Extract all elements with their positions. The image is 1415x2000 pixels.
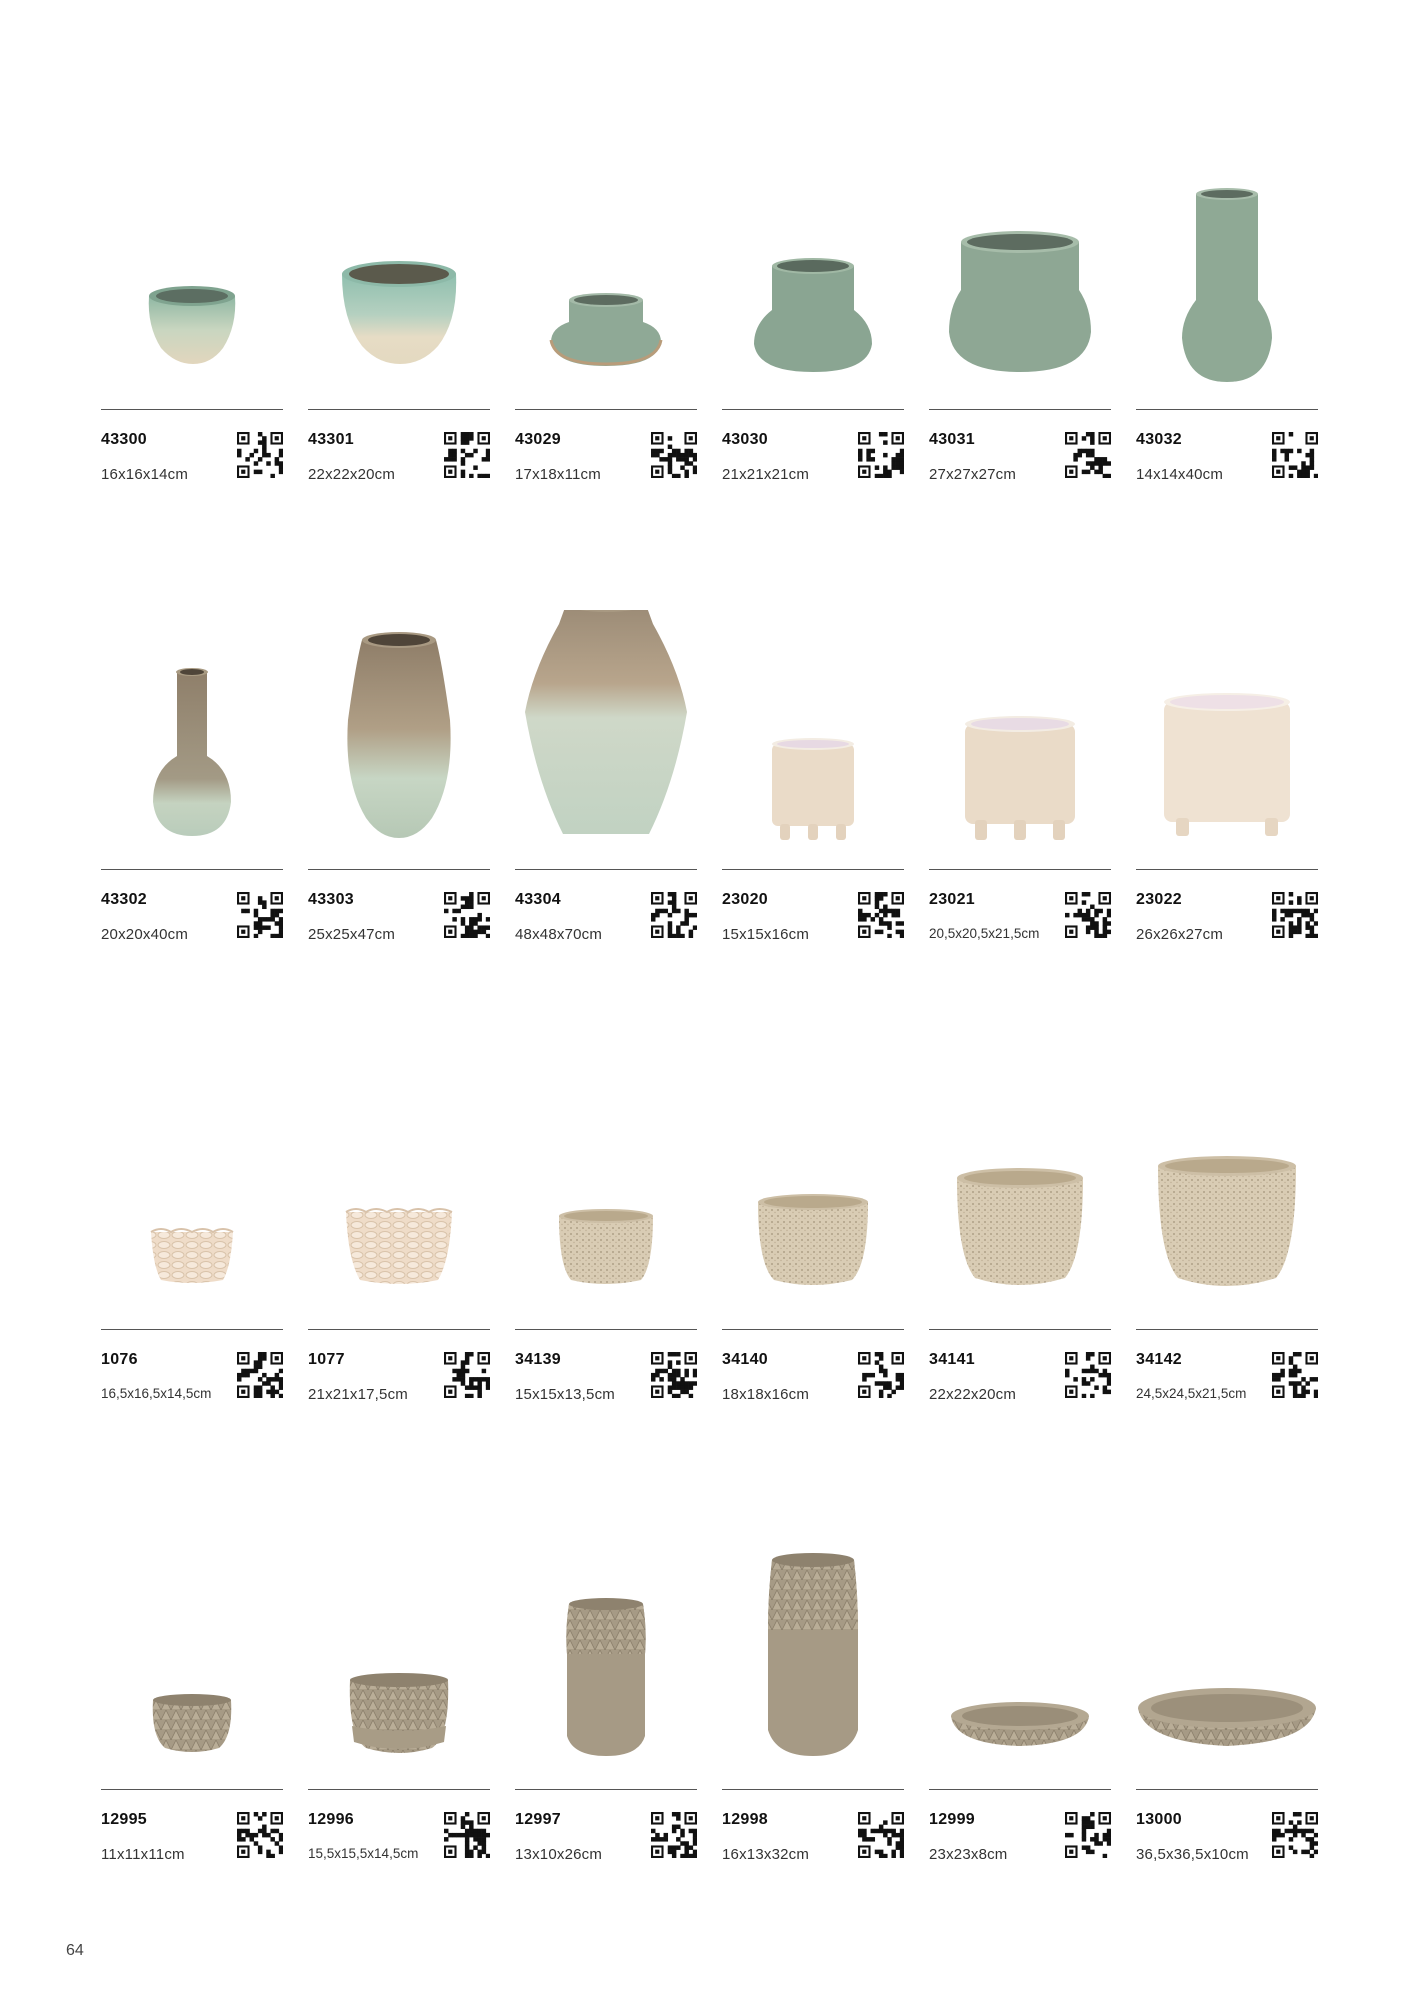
qr-code-icon[interactable] — [444, 1352, 490, 1398]
product-card[interactable] — [101, 1530, 283, 1950]
product-dimensions: 26x26x27cm — [1136, 926, 1224, 943]
product-card[interactable] — [722, 1530, 904, 1950]
product-card[interactable] — [1136, 1070, 1318, 1490]
qr-code-icon[interactable] — [237, 432, 283, 478]
product-dimensions: 22x22x20cm — [308, 466, 396, 483]
product-image[interactable] — [101, 1530, 283, 1766]
product-image[interactable] — [929, 150, 1111, 386]
divider — [722, 869, 904, 870]
divider — [101, 869, 283, 870]
qr-code-icon[interactable] — [1065, 1352, 1111, 1398]
product-code: 13000 — [1136, 1811, 1182, 1828]
product-image[interactable] — [722, 1070, 904, 1306]
product-card[interactable] — [515, 1070, 697, 1490]
product-image[interactable] — [101, 150, 283, 386]
divider — [101, 409, 283, 410]
product-code: 43031 — [929, 431, 975, 448]
divider — [515, 1789, 697, 1790]
divider — [722, 409, 904, 410]
product-code: 23021 — [929, 891, 975, 908]
product-row-4 — [101, 1530, 1315, 1990]
product-image[interactable] — [1136, 1530, 1318, 1766]
product-code: 1076 — [101, 1351, 138, 1368]
product-code: 34140 — [722, 1351, 768, 1368]
divider — [1136, 869, 1318, 870]
divider — [1136, 1329, 1318, 1330]
divider — [929, 1329, 1111, 1330]
product-code: 12995 — [101, 1811, 147, 1828]
product-row-3 — [101, 1070, 1315, 1530]
product-dimensions: 21x21x21cm — [722, 466, 810, 483]
qr-code-icon[interactable] — [858, 892, 904, 938]
product-code: 12999 — [929, 1811, 975, 1828]
product-dimensions: 15x15x16cm — [722, 926, 810, 943]
product-image[interactable] — [515, 150, 697, 386]
product-dimensions: 25x25x47cm — [308, 926, 396, 943]
product-card[interactable] — [101, 150, 283, 570]
product-code: 34139 — [515, 1351, 561, 1368]
qr-code-icon[interactable] — [1065, 1812, 1111, 1858]
product-dimensions: 21x21x17,5cm — [308, 1386, 408, 1403]
product-code: 12998 — [722, 1811, 768, 1828]
product-dimensions: 36,5x36,5x10cm — [1136, 1846, 1249, 1863]
divider — [929, 869, 1111, 870]
qr-code-icon[interactable] — [1272, 1812, 1318, 1858]
product-row-2 — [101, 610, 1315, 1070]
divider — [308, 409, 490, 410]
divider — [722, 1329, 904, 1330]
product-code: 34141 — [929, 1351, 975, 1368]
product-code: 12996 — [308, 1811, 354, 1828]
qr-code-icon[interactable] — [1272, 1352, 1318, 1398]
divider — [308, 1329, 490, 1330]
divider — [308, 1789, 490, 1790]
divider — [515, 1329, 697, 1330]
product-code: 43302 — [101, 891, 147, 908]
product-image[interactable] — [308, 1070, 490, 1306]
product-code: 12997 — [515, 1811, 561, 1828]
product-card[interactable] — [929, 610, 1111, 1030]
product-dimensions small: 20,5x20,5x21,5cm — [929, 926, 1040, 941]
product-image[interactable] — [308, 610, 490, 846]
product-dimensions: 17x18x11cm — [515, 466, 601, 483]
product-card[interactable] — [308, 1070, 490, 1490]
product-code: 43030 — [722, 431, 768, 448]
product-card[interactable] — [515, 1530, 697, 1950]
product-code: 43304 — [515, 891, 561, 908]
product-dimensions: 14x14x40cm — [1136, 466, 1224, 483]
product-image[interactable] — [515, 1530, 697, 1766]
product-dimensions: 24,5x24,5x21,5cm — [1136, 1386, 1247, 1401]
qr-code-icon[interactable] — [651, 892, 697, 938]
product-card[interactable] — [515, 610, 697, 1030]
product-image[interactable] — [929, 610, 1111, 846]
product-image[interactable] — [722, 150, 904, 386]
divider — [722, 1789, 904, 1790]
qr-code-icon[interactable] — [1272, 432, 1318, 478]
product-code: 34142 — [1136, 1351, 1182, 1368]
product-dimensions: 48x48x70cm — [515, 926, 603, 943]
product-image[interactable] — [929, 1070, 1111, 1306]
product-dimensions: 20x20x40cm — [101, 926, 189, 943]
product-dimensions: 13x10x26cm — [515, 1846, 603, 1863]
product-image[interactable] — [515, 1070, 697, 1306]
product-dimensions: 16,5x16,5x14,5cm — [101, 1386, 212, 1401]
divider — [929, 1789, 1111, 1790]
divider — [101, 1329, 283, 1330]
qr-code-icon[interactable] — [1065, 892, 1111, 938]
product-image[interactable] — [1136, 610, 1318, 846]
product-code: 43032 — [1136, 431, 1182, 448]
product-dimensions: 18x18x16cm — [722, 1386, 810, 1403]
product-image[interactable] — [101, 1070, 283, 1306]
product-card[interactable] — [722, 610, 904, 1030]
product-card[interactable] — [308, 1530, 490, 1950]
product-code: 23020 — [722, 891, 768, 908]
product-image[interactable] — [722, 610, 904, 846]
product-card[interactable] — [1136, 610, 1318, 1030]
product-image[interactable] — [101, 610, 283, 846]
qr-code-icon[interactable] — [237, 1812, 283, 1858]
product-dimensions: 22x22x20cm — [929, 1386, 1017, 1403]
product-code: 1077 — [308, 1351, 345, 1368]
qr-code-icon[interactable] — [651, 432, 697, 478]
product-card[interactable] — [101, 1070, 283, 1490]
product-card[interactable] — [1136, 150, 1318, 570]
product-dimensions: 16x13x32cm — [722, 1846, 810, 1863]
product-code: 43301 — [308, 431, 354, 448]
divider — [929, 409, 1111, 410]
divider — [515, 869, 697, 870]
product-image[interactable] — [308, 1530, 490, 1766]
qr-code-icon[interactable] — [858, 1352, 904, 1398]
product-card[interactable] — [929, 150, 1111, 570]
product-card[interactable] — [1136, 1530, 1318, 1950]
product-image[interactable] — [722, 1530, 904, 1766]
qr-code-icon[interactable] — [237, 1352, 283, 1398]
product-dimensions: 15,5x15,5x14,5cm — [308, 1846, 419, 1861]
product-code: 43029 — [515, 431, 561, 448]
divider — [101, 1789, 283, 1790]
product-dimensions: 23x23x8cm — [929, 1846, 1008, 1863]
qr-code-icon[interactable] — [858, 1812, 904, 1858]
qr-code-icon[interactable] — [651, 1352, 697, 1398]
qr-code-icon[interactable] — [1065, 432, 1111, 478]
product-image[interactable] — [308, 150, 490, 386]
qr-code-icon[interactable] — [237, 892, 283, 938]
product-card[interactable] — [101, 610, 283, 1030]
divider — [1136, 1789, 1318, 1790]
divider — [515, 409, 697, 410]
qr-code-icon[interactable] — [1272, 892, 1318, 938]
product-image[interactable] — [1136, 150, 1318, 386]
product-card[interactable] — [722, 150, 904, 570]
product-image[interactable] — [929, 1530, 1111, 1766]
product-row-1 — [101, 150, 1315, 610]
page-number: 64 — [66, 1942, 84, 1959]
product-image[interactable] — [515, 610, 697, 846]
product-dimensions: 16x16x14cm — [101, 466, 189, 483]
product-image[interactable] — [1136, 1070, 1318, 1306]
divider — [308, 869, 490, 870]
qr-code-icon[interactable] — [444, 1812, 490, 1858]
product-dimensions: 27x27x27cm — [929, 466, 1017, 483]
product-code: 43303 — [308, 891, 354, 908]
product-code: 23022 — [1136, 891, 1182, 908]
qr-code-icon[interactable] — [858, 432, 904, 478]
product-card[interactable] — [515, 150, 697, 570]
qr-code-icon[interactable] — [444, 432, 490, 478]
product-card[interactable] — [929, 1070, 1111, 1490]
divider — [1136, 409, 1318, 410]
product-card[interactable] — [308, 150, 490, 570]
product-dimensions: 11x11x11cm — [101, 1846, 185, 1863]
product-card[interactable] — [308, 610, 490, 1030]
product-card[interactable] — [722, 1070, 904, 1490]
product-card[interactable] — [929, 1530, 1111, 1950]
qr-code-icon[interactable] — [444, 892, 490, 938]
product-code: 43300 — [101, 431, 147, 448]
product-dimensions: 15x15x13,5cm — [515, 1386, 615, 1403]
qr-code-icon[interactable] — [651, 1812, 697, 1858]
